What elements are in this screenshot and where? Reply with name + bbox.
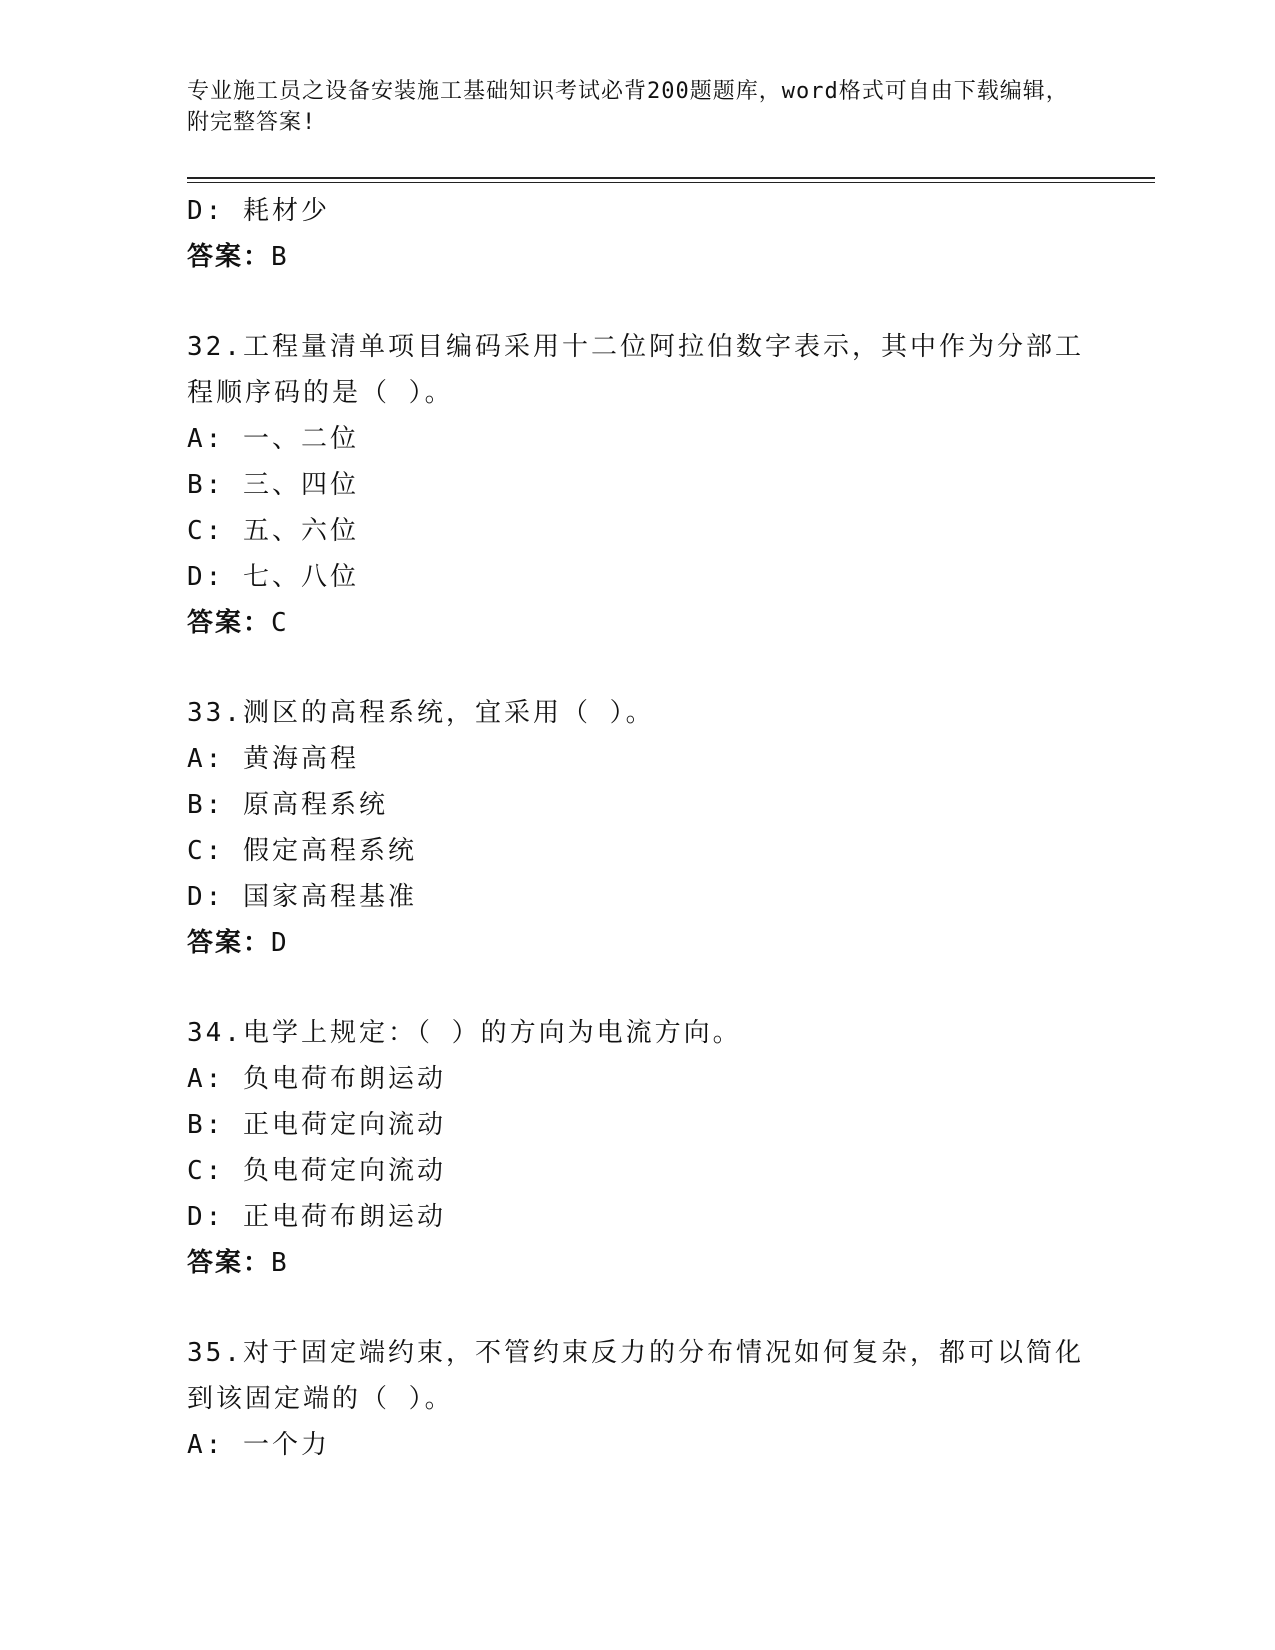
- option-d: D: 耗材少: [187, 196, 330, 226]
- option-d: D: 正电荷布朗运动: [187, 1202, 446, 1232]
- option-b: B: 原高程系统: [187, 790, 388, 820]
- question-stem: 34.电学上规定：（ ）的方向为电流方向。: [187, 1018, 742, 1048]
- question-stem: 32.工程量清单项目编码采用十二位阿拉伯数字表示，其中作为分部工程顺序码的是（ ）。: [187, 332, 1084, 408]
- answer-line: [187, 1240, 1087, 1286]
- option-c: C: 假定高程系统: [187, 836, 417, 866]
- answer-label: 答案：: [187, 928, 272, 958]
- spacer: [187, 966, 1087, 1010]
- answer-line: [187, 920, 1087, 966]
- option-b: B: 正电荷定向流动: [187, 1110, 446, 1140]
- option-a: A: 一、二位: [187, 424, 359, 454]
- option-a: A: 一个力: [187, 1430, 330, 1460]
- header-rule: [187, 177, 1155, 183]
- answer-label: 答案：: [187, 1248, 272, 1278]
- answer-value: C: [271, 608, 289, 638]
- option-c: C: 负电荷定向流动: [187, 1156, 446, 1186]
- question-stem: 33.测区的高程系统，宜采用（ ）。: [187, 698, 655, 728]
- option-d: D: 国家高程基准: [187, 882, 417, 912]
- option-a: A: 黄海高程: [187, 744, 359, 774]
- option-c: C: 五、六位: [187, 516, 359, 546]
- spacer: [187, 646, 1087, 690]
- option-a: A: 负电荷布朗运动: [187, 1064, 446, 1094]
- question-32: [187, 324, 1087, 646]
- page-header: 专业施工员之设备安装施工基础知识考试必背200题题库，word格式可自由下载编辑，附完整答案!: [187, 79, 1069, 135]
- question-stem: 35.对于固定端约束，不管约束反力的分布情况如何复杂，都可以简化到该固定端的（ ）。: [187, 1338, 1084, 1414]
- question-content: [187, 188, 1087, 1468]
- answer-label: 答案：: [187, 242, 272, 272]
- answer-value: D: [271, 928, 289, 958]
- question-33: [187, 690, 1087, 966]
- spacer: [187, 280, 1087, 324]
- question-34: [187, 1010, 1087, 1286]
- answer-label: 答案：: [187, 608, 272, 638]
- question-35: [187, 1330, 1087, 1468]
- answer-line: [187, 600, 1087, 646]
- answer-value: B: [271, 242, 289, 272]
- answer-line: [187, 234, 1087, 280]
- answer-value: B: [271, 1248, 289, 1278]
- spacer: [187, 1286, 1087, 1330]
- option-d: D: 七、八位: [187, 562, 359, 592]
- option-b: B: 三、四位: [187, 470, 359, 500]
